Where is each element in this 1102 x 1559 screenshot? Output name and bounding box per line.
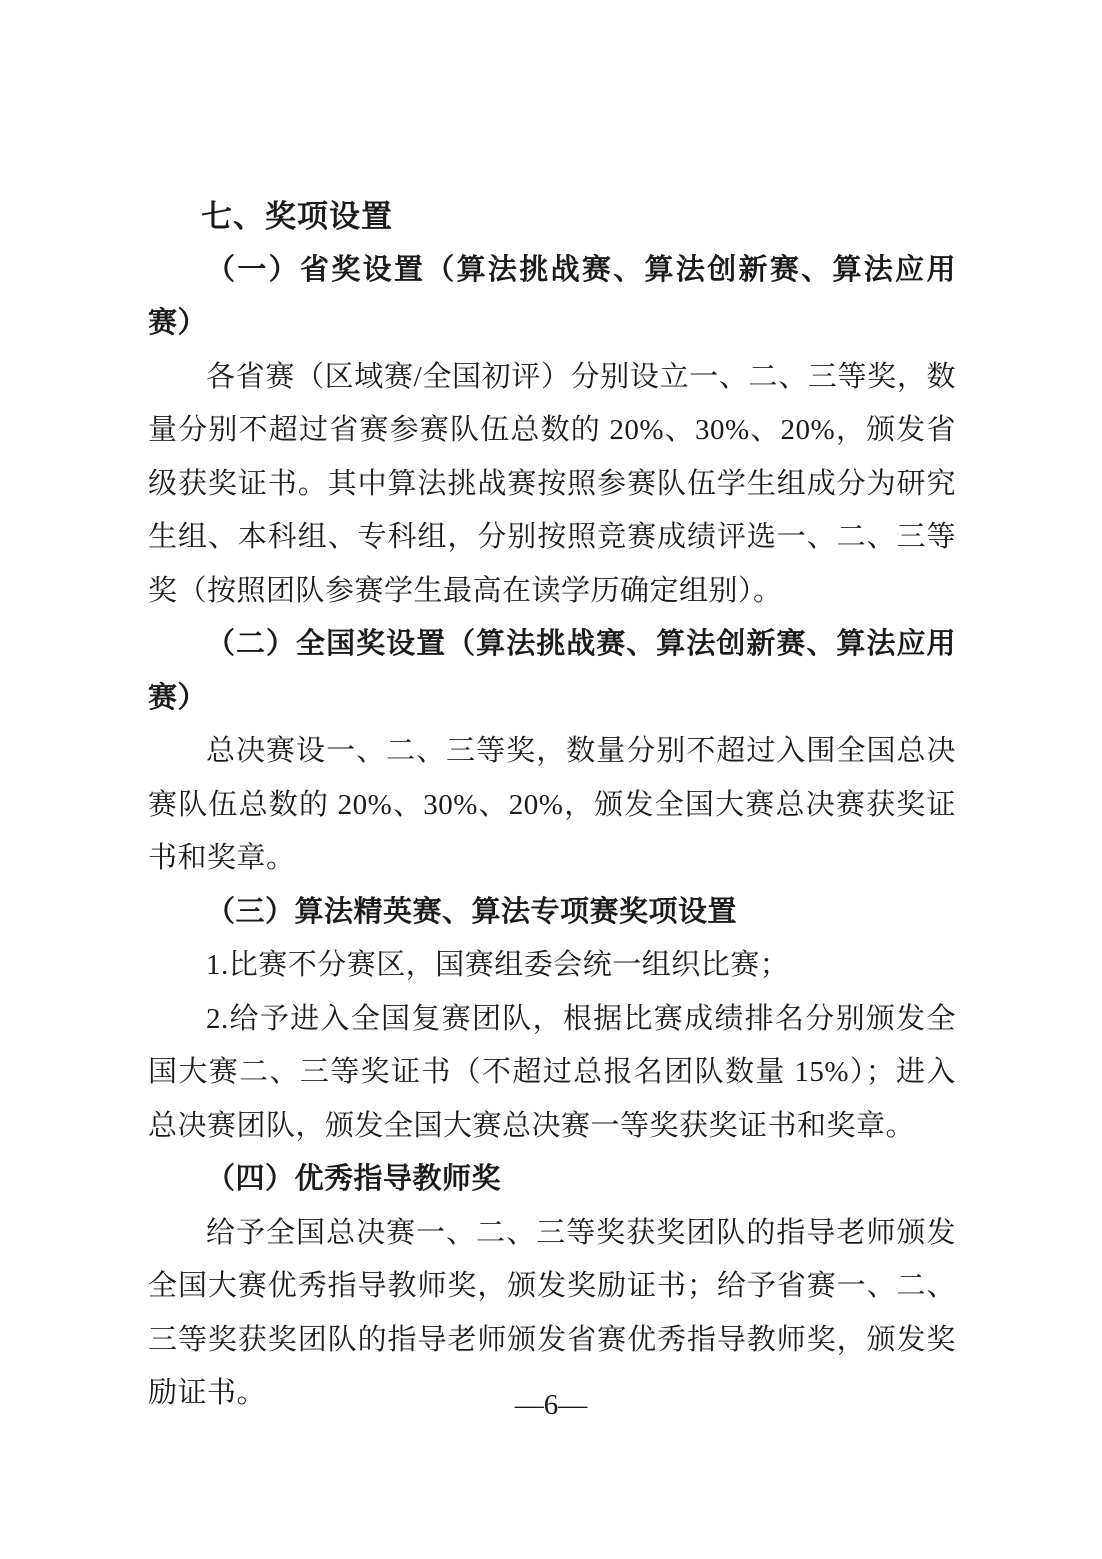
section-4-paragraph: 给予全国总决赛一、二、三等奖获奖团队的指导老师颁发全国大赛优秀指导教师奖，颁发奖励证书；给予省赛一、二、三等奖获奖团队的指导老师颁发省赛优秀指导教师奖，颁发奖励证书。 — [148, 1216, 956, 1409]
section-3-item-1: 1.比赛不分赛区，国赛组委会统一组织比赛； — [206, 949, 790, 981]
page-number: —6— — [514, 1389, 588, 1421]
section-4-title: （四）优秀指导教师奖 — [206, 1163, 502, 1195]
section-1-title: （一）省奖设置（算法挑战赛、算法创新赛、算法应用赛） — [148, 253, 956, 339]
section-2-paragraph: 总决赛设一、二、三等奖，数量分别不超过入围全国总决赛队伍总数的 20%、30%、20%，颁发全国大赛总决赛获奖证书和奖章。 — [148, 735, 956, 874]
doc-heading: 七、奖项设置 — [201, 199, 393, 234]
document-content — [148, 190, 956, 1421]
section-2-title: （二）全国奖设置（算法挑战赛、算法创新赛、算法应用赛） — [148, 628, 956, 714]
section-1-paragraph: 各省赛（区域赛/全国初评）分别设立一、二、三等奖，数量分别不超过省赛参赛队伍总数的 20%、30%、20%，颁发省级获奖证书。其中算法挑战赛按照参赛队伍学生组成分为研究生组、本科组、专科组，分别按照竞赛成绩评选一、二、三等奖（按照团队参赛学生最高在读学历确定组别）。 — [148, 360, 956, 607]
section-3-item-2: 2.给予进入全国复赛团队，根据比赛成绩排名分别颁发全国大赛二、三等奖证书（不超过总报名团队数量 15%）；进入总决赛团队，颁发全国大赛总决赛一等奖获奖证书和奖章。 — [148, 1002, 956, 1142]
section-3-title: （三）算法精英赛、算法专项赛奖项设置 — [206, 895, 738, 928]
